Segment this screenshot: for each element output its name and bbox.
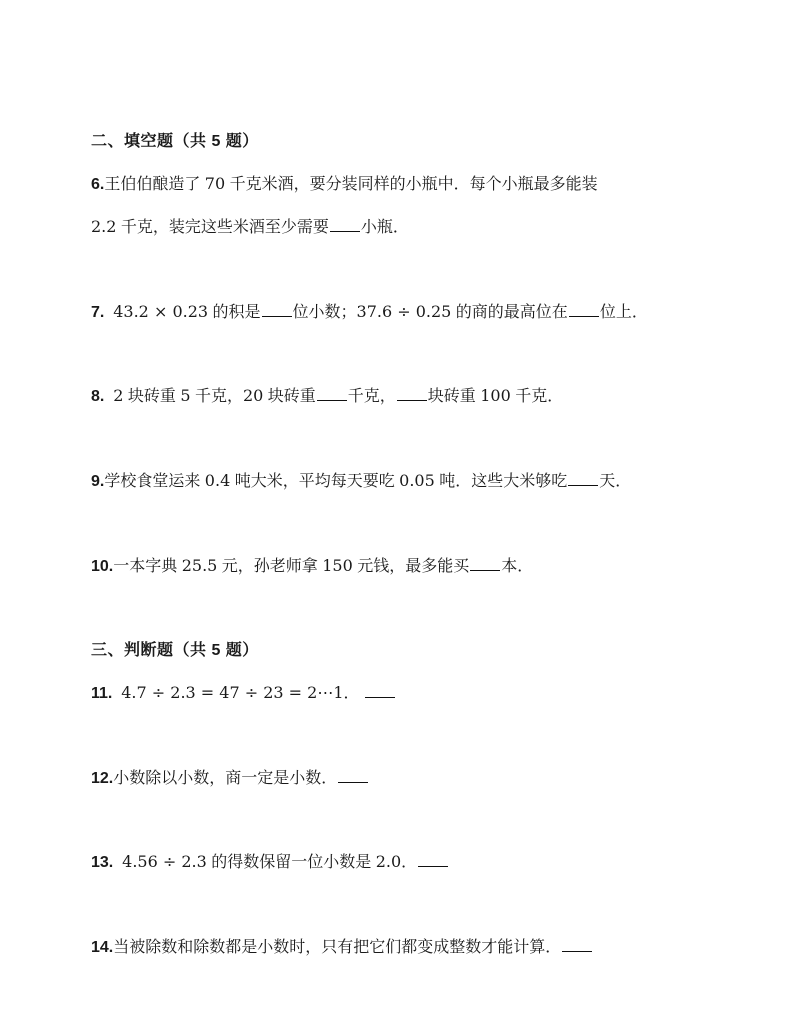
question-14 <box>91 934 593 957</box>
question-text: 的商的最高位在 <box>451 304 568 321</box>
question-text: ． <box>401 854 418 871</box>
math-expression: 43.2 × 0.23 <box>113 302 209 321</box>
question-text: 天． <box>599 473 632 490</box>
math-value: 100 <box>480 386 511 405</box>
answer-blank[interactable] <box>569 302 599 317</box>
answer-blank[interactable] <box>568 471 598 486</box>
question-11 <box>91 680 396 703</box>
question-13 <box>91 849 449 872</box>
question-number: 8. <box>91 388 105 405</box>
question-text: 吨．这些大米够吃 <box>434 473 568 490</box>
question-text: 千克米酒，要分装同样的小瓶中．每个小瓶最多能装 <box>225 176 598 193</box>
answer-blank[interactable] <box>397 386 427 401</box>
question-text: 元，孙老师拿 <box>217 558 323 575</box>
math-value: 25.5 <box>181 556 218 575</box>
question-text: 的得数保留一位小数是 <box>206 854 376 871</box>
question-number: 14. <box>91 939 114 956</box>
question-text: 本． <box>501 558 534 575</box>
math-expression: 4.7 ÷ 2.3 = 47 ÷ 23 = 2⋯1 <box>121 683 344 702</box>
math-value: 20 <box>242 386 264 405</box>
question-text: 千克，装完这些米酒至少需要 <box>116 219 329 236</box>
question-number: 10. <box>91 558 114 575</box>
question-6-line-1 <box>91 171 598 194</box>
question-text: 当被除数和除数都是小数时，只有把它们都变成整数才能计算． <box>113 939 562 956</box>
question-text: 位上． <box>599 304 648 321</box>
math-value: 2.2 <box>91 217 117 236</box>
question-number: 6. <box>91 176 105 193</box>
question-text: 小数除以小数，商一定是小数． <box>113 770 338 787</box>
question-text: 元钱，最多能买 <box>352 558 470 575</box>
answer-blank[interactable] <box>262 302 292 317</box>
answer-blank[interactable] <box>365 683 395 698</box>
math-value: 70 <box>204 174 226 193</box>
question-8 <box>91 383 563 406</box>
question-number: 12. <box>91 770 114 787</box>
answer-blank[interactable] <box>418 852 448 867</box>
math-value: 2 <box>113 386 124 405</box>
question-number: 11. <box>91 685 113 702</box>
question-9 <box>91 468 631 491</box>
math-expression: 4.56 ÷ 2.3 <box>122 852 207 871</box>
question-text: 位小数； <box>292 304 357 321</box>
question-text: 学校食堂运来 <box>104 473 205 490</box>
question-number: 7. <box>91 304 105 321</box>
answer-blank[interactable] <box>330 217 360 232</box>
question-7 <box>91 299 648 322</box>
question-text: 千克． <box>510 388 564 405</box>
math-value: 150 <box>322 556 353 575</box>
question-text: 块砖重 <box>263 388 316 405</box>
question-text: ． <box>343 685 360 702</box>
math-value: 2.0 <box>375 852 402 871</box>
answer-blank[interactable] <box>317 386 347 401</box>
question-text: 的积是 <box>208 304 261 321</box>
question-text: 小瓶． <box>360 219 409 236</box>
answer-blank[interactable] <box>470 556 500 571</box>
question-number: 9. <box>91 473 105 490</box>
math-value: 5 <box>180 386 191 405</box>
question-text: 吨大米，平均每天要吃 <box>230 473 400 490</box>
question-text: 块砖重 <box>427 388 481 405</box>
question-text: 王伯伯酿造了 <box>104 176 205 193</box>
math-value: 0.05 <box>399 471 435 490</box>
section-title-fill-blank: 二、填空题（共 5 题） <box>91 133 259 150</box>
answer-blank[interactable] <box>338 768 368 783</box>
question-text: 一本字典 <box>113 558 182 575</box>
answer-blank[interactable] <box>562 937 592 952</box>
question-text: 块砖重 <box>123 388 181 405</box>
question-number: 13. <box>91 854 114 871</box>
question-10 <box>91 553 533 576</box>
question-text: 千克， <box>347 388 396 405</box>
question-6-line-2 <box>91 214 409 237</box>
math-value: 0.4 <box>204 471 231 490</box>
question-text: 千克， <box>190 388 243 405</box>
question-12 <box>91 765 369 788</box>
section-title-true-false: 三、判断题（共 5 题） <box>91 642 259 659</box>
math-expression: 37.6 ÷ 0.25 <box>356 302 452 321</box>
